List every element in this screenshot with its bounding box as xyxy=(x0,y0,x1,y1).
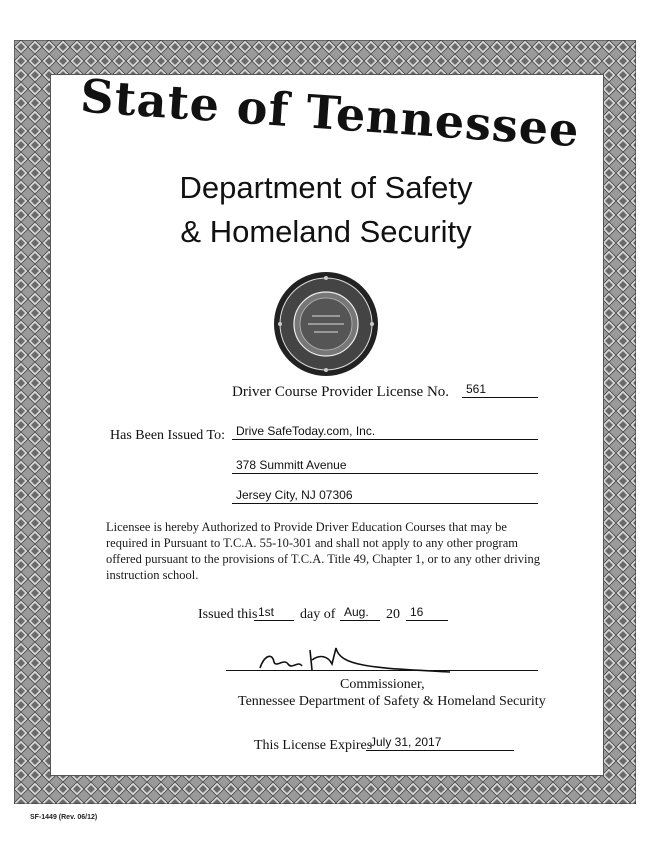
signature-line xyxy=(226,670,538,671)
commissioner-department: Tennessee Department of Safety & Homeland Security xyxy=(238,694,546,709)
issued-day-of: day of xyxy=(300,607,336,622)
state-title: State of Tennessee xyxy=(78,68,582,158)
expires-label: This License Expires xyxy=(254,738,373,753)
department-title-line2: & Homeland Security xyxy=(180,214,472,249)
commissioner-signature xyxy=(250,638,470,678)
issued-to-label: Has Been Issued To: xyxy=(110,428,226,443)
license-number-value: 561 xyxy=(462,382,538,398)
licensee-name: Drive SafeToday.com, Inc. xyxy=(232,424,538,440)
issued-day: 1st xyxy=(254,605,294,621)
tennessee-seal-icon xyxy=(272,270,380,378)
license-number-label: Driver Course Provider License No. xyxy=(232,384,450,400)
issued-prefix: Issued this xyxy=(198,607,258,622)
department-title-line1: Department of Safety xyxy=(179,170,473,205)
issued-month: Aug. xyxy=(340,605,380,621)
commissioner-title: Commissioner, xyxy=(340,677,425,692)
licensee-street: 378 Summitt Avenue xyxy=(232,458,538,474)
authorization-text: Licensee is hereby Authorized to Provide Driver Education Courses that may be required in Pursuant to T.C.A. 55-10-301 and shall not apply to any other program offered pursuant to the provisions of T.C.A. Title 49, Chapter 1, or to any other driving instruction school. xyxy=(106,520,540,582)
expires-date: July 31, 2017 xyxy=(366,735,514,751)
issued-year-prefix: 20 xyxy=(386,607,400,622)
form-code: SF-1449 (Rev. 06/12) xyxy=(30,814,98,821)
licensee-city: Jersey City, NJ 07306 xyxy=(232,488,538,504)
issued-year: 16 xyxy=(406,605,448,621)
